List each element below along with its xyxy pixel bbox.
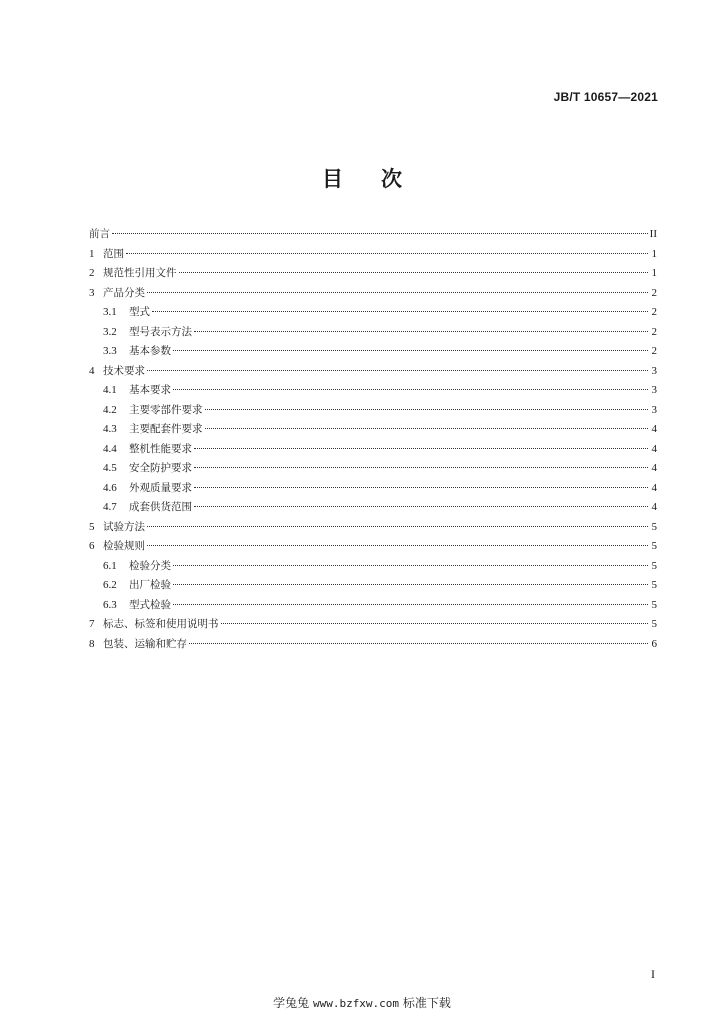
toc-entry[interactable] <box>89 284 657 304</box>
toc-entry-page: 4 <box>651 462 657 474</box>
toc-entry-number: 5 <box>89 520 95 533</box>
toc-entry-number: 4.2 <box>103 403 117 416</box>
toc-dot-leader <box>147 545 648 546</box>
toc-entry-page: 5 <box>651 598 657 611</box>
toc-entry-page: 2 <box>651 325 657 338</box>
toc-entry-number: 2 <box>89 267 95 279</box>
toc-entry-page: 4 <box>651 423 657 435</box>
footer-tagline: 标准下载 <box>402 996 451 1010</box>
toc-dot-leader <box>194 448 648 449</box>
toc-entry-page: 3 <box>651 384 657 396</box>
toc-entry-number: 4.7 <box>103 501 117 513</box>
toc-entry-page: 5 <box>651 579 657 591</box>
toc-entry-label: 标志、标签和使用说明书 <box>103 618 219 630</box>
toc-entry-label: 检验规则 <box>103 540 145 552</box>
toc-dot-leader <box>189 643 648 644</box>
toc-entry-number: 4 <box>89 364 95 377</box>
document-code: JB/T 10657—2021 <box>553 90 658 104</box>
toc-entry-number: 8 <box>89 637 95 650</box>
toc-dot-leader <box>194 506 648 507</box>
toc-entry-label: 整机性能要求 <box>129 442 192 455</box>
toc-entry-number: 3 <box>89 286 95 299</box>
toc-dot-leader <box>112 233 648 234</box>
toc-entry[interactable] <box>89 401 657 421</box>
toc-dot-leader <box>205 409 649 410</box>
toc-dot-leader <box>179 272 649 273</box>
toc-entry[interactable] <box>89 576 657 596</box>
toc-entry[interactable] <box>89 537 657 557</box>
toc-entry[interactable] <box>89 557 657 577</box>
toc-entry-label: 出厂检验 <box>129 579 171 591</box>
toc-dot-leader <box>147 292 648 293</box>
toc-entry-label: 试验方法 <box>103 520 145 533</box>
toc-entry[interactable] <box>89 245 657 265</box>
toc-entry[interactable] <box>89 596 657 616</box>
toc-entry-label: 检验分类 <box>129 559 171 572</box>
toc-entry-number: 3.2 <box>103 325 117 338</box>
toc-entry-label: 技术要求 <box>103 364 145 377</box>
toc-dot-leader <box>126 253 648 254</box>
toc-entry[interactable] <box>89 381 657 401</box>
toc-entry-number: 4.4 <box>103 442 117 455</box>
toc-entry-page: 2 <box>651 306 657 318</box>
toc-entry-page: 2 <box>651 345 657 357</box>
toc-entry-label: 型号表示方法 <box>129 325 192 338</box>
toc-entry[interactable] <box>89 518 657 538</box>
table-of-contents <box>89 225 657 654</box>
toc-entry[interactable] <box>89 264 657 284</box>
toc-entry-label: 基本要求 <box>129 384 171 396</box>
toc-entry-page: 3 <box>651 403 657 416</box>
toc-entry-label: 规范性引用文件 <box>103 267 177 279</box>
footer-site-name: 学兔兔 <box>273 996 310 1010</box>
toc-entry-number: 4.6 <box>103 481 117 494</box>
toc-entry-number: 4.3 <box>103 423 117 435</box>
page-title <box>0 163 724 193</box>
toc-entry-number: 3.1 <box>103 306 117 318</box>
toc-entry-label: 安全防护要求 <box>129 462 192 474</box>
page-number: I <box>651 967 655 981</box>
toc-dot-leader <box>194 487 648 488</box>
toc-dot-leader <box>173 565 648 566</box>
toc-entry-number: 4.1 <box>103 384 117 396</box>
toc-dot-leader <box>173 584 648 585</box>
toc-entry-page: 5 <box>651 520 657 533</box>
toc-entry-label: 基本参数 <box>129 345 171 357</box>
toc-entry-number: 7 <box>89 618 95 630</box>
toc-entry[interactable] <box>89 342 657 362</box>
toc-dot-leader <box>147 370 648 371</box>
toc-entry-number: 6.1 <box>103 559 117 572</box>
toc-entry-page: 1 <box>651 247 657 260</box>
footer-url[interactable]: www.bzfxw.com <box>312 997 400 1010</box>
toc-entry-page: 6 <box>651 637 657 650</box>
toc-dot-leader <box>152 311 648 312</box>
toc-dot-leader <box>173 604 648 605</box>
toc-entry[interactable] <box>89 459 657 479</box>
toc-entry-page: 4 <box>651 442 657 455</box>
title-char-2: 次 <box>381 167 402 191</box>
toc-entry-page: 5 <box>651 540 657 552</box>
toc-entry-page: 2 <box>651 286 657 299</box>
toc-entry-label: 主要配套件要求 <box>129 423 203 435</box>
toc-dot-leader <box>194 467 648 468</box>
toc-entry-number: 6.3 <box>103 598 117 611</box>
toc-dot-leader <box>221 623 649 624</box>
toc-entry-label: 范围 <box>103 247 124 260</box>
toc-entry[interactable] <box>89 635 657 655</box>
toc-entry-label: 产品分类 <box>103 286 145 299</box>
toc-entry-label: 型式检验 <box>129 598 171 611</box>
toc-entry-page: 5 <box>651 559 657 572</box>
toc-entry-page: 5 <box>651 618 657 630</box>
footer-watermark <box>0 994 724 1011</box>
toc-entry-number: 6 <box>89 540 95 552</box>
toc-dot-leader <box>205 428 649 429</box>
toc-dot-leader <box>194 331 648 332</box>
toc-dot-leader <box>173 350 648 351</box>
toc-entry-label: 成套供货范围 <box>129 501 192 513</box>
toc-entry-page: 3 <box>651 364 657 377</box>
toc-dot-leader <box>173 389 648 390</box>
toc-entry-page: 4 <box>651 501 657 513</box>
toc-entry[interactable] <box>89 615 657 635</box>
toc-entry-number: 6.2 <box>103 579 117 591</box>
toc-entry-page: II <box>649 228 657 240</box>
toc-entry-number: 4.5 <box>103 462 117 474</box>
toc-entry[interactable] <box>89 479 657 499</box>
toc-entry-page: 1 <box>651 267 657 279</box>
toc-entry-number: 3.3 <box>103 345 117 357</box>
toc-entry[interactable] <box>89 323 657 343</box>
toc-entry-page: 4 <box>651 481 657 494</box>
toc-entry-number: 1 <box>89 247 95 260</box>
toc-entry[interactable] <box>89 303 657 323</box>
toc-entry[interactable] <box>89 498 657 518</box>
toc-dot-leader <box>147 526 648 527</box>
toc-entry-label: 包装、运输和贮存 <box>103 637 187 650</box>
toc-entry[interactable] <box>89 362 657 382</box>
toc-entry[interactable] <box>89 225 657 245</box>
toc-entry-label: 主要零部件要求 <box>129 403 203 416</box>
title-char-1: 目 <box>322 167 343 191</box>
toc-entry-label: 型式 <box>129 306 150 318</box>
toc-entry-label: 外观质量要求 <box>129 481 192 494</box>
toc-entry-label: 前言 <box>89 228 110 240</box>
toc-entry[interactable] <box>89 420 657 440</box>
toc-entry[interactable] <box>89 440 657 460</box>
